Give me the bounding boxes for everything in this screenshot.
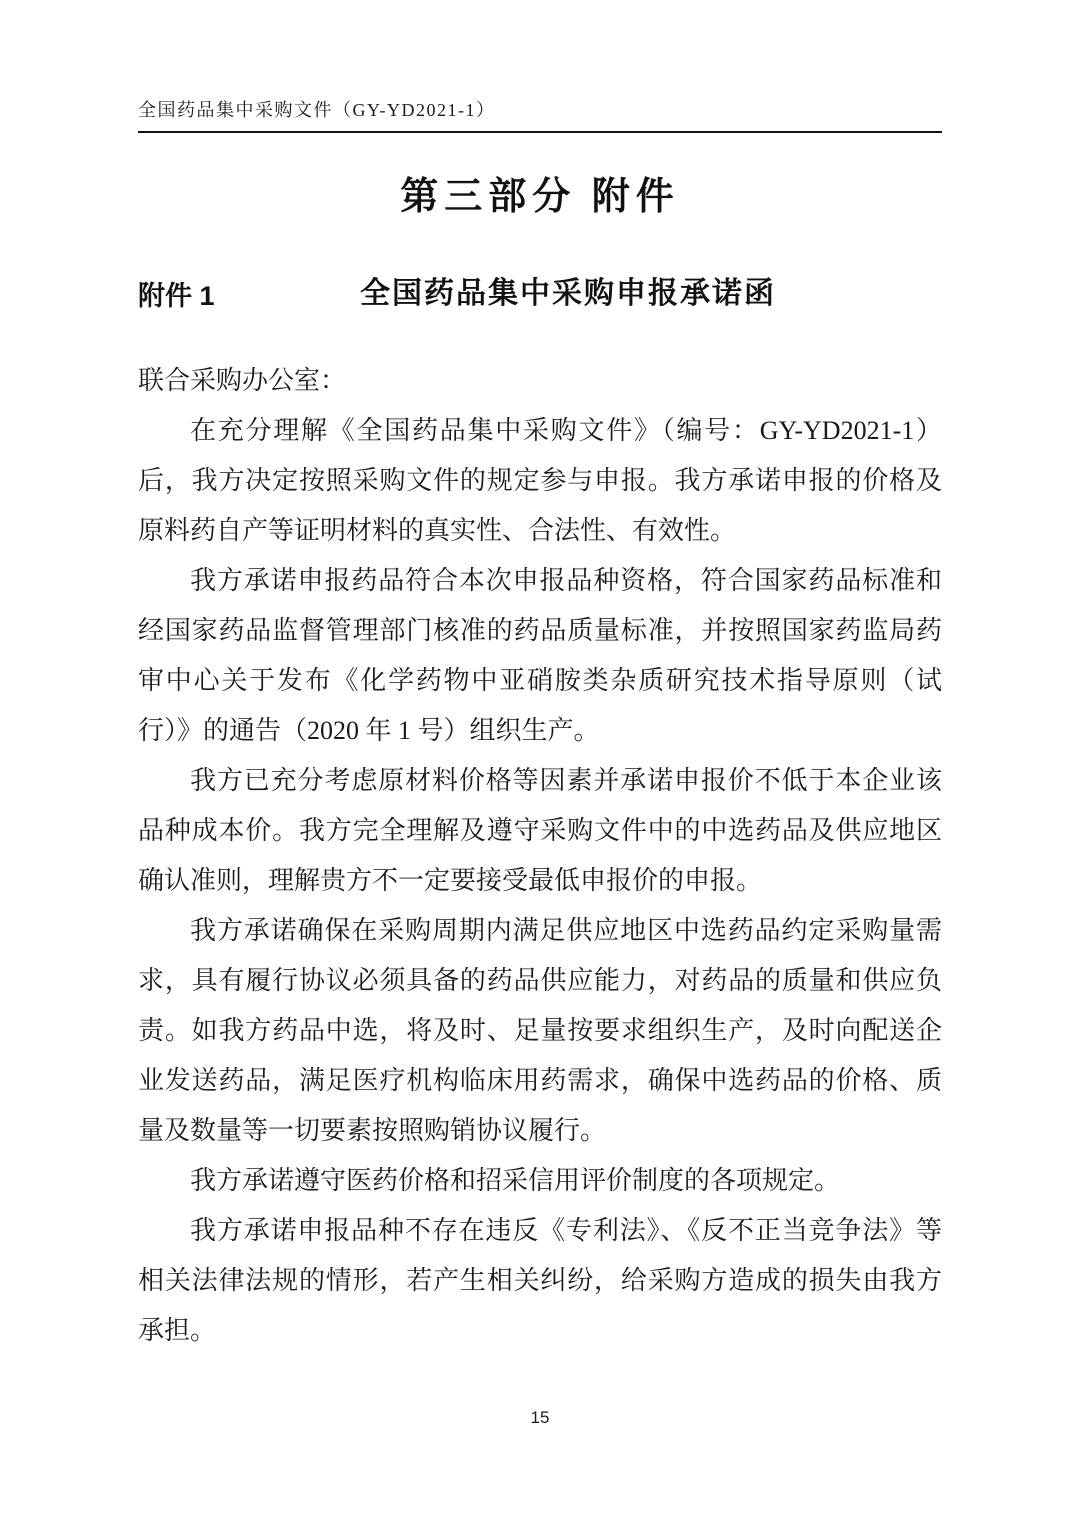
body-paragraph-salutation: 联合采购办公室： — [138, 366, 347, 395]
attachment-heading-row — [138, 268, 942, 310]
attachment-label: 附件 1 — [138, 281, 215, 311]
page-number: 15 — [530, 1408, 550, 1427]
body-paragraph: 我方已充分考虑原材料价格等因素并承诺申报价不低于本企业该品种成本价。我方完全理解及遵守采购文件中的中选药品及供应地区确认准则，理解贵方不一定要接受最低申报价的申报。 — [138, 766, 942, 895]
body-paragraph: 我方承诺申报品种不存在违反《专利法》、《反不正当竞争法》等相关法律法规的情形，若产生相关纠纷，给采购方造成的损失由我方承担。 — [138, 1216, 942, 1345]
document-header-text: 全国药品集中采购文件（GY-YD2021-1） — [138, 100, 496, 120]
attachment-heading: 全国药品集中采购申报承诺函 — [360, 277, 776, 310]
section-title: 第三部分 附件 — [400, 176, 680, 218]
body-paragraph: 我方承诺遵守医药价格和招采信用评价制度的各项规定。 — [190, 1166, 841, 1195]
body-paragraph: 在充分理解《全国药品集中采购文件》（编号：GY-YD2021-1）后，我方决定按照采购文件的规定参与申报。我方承诺申报的价格及原料药自产等证明材料的真实性、合法性、有效性。 — [138, 416, 942, 545]
document-header — [138, 0, 942, 133]
document-body — [138, 356, 942, 1356]
body-paragraph: 我方承诺确保在采购周期内满足供应地区中选药品约定采购量需求，具有履行协议必须具备的药品供应能力，对药品的质量和供应负责。如我方药品中选，将及时、足量按要求组织生产，及时向配送企业发送药品，满足医疗机构临床用药需求，确保中选药品的价格、质量及数量等一切要素按照购销协议履行。 — [138, 916, 942, 1145]
body-paragraph: 我方承诺申报药品符合本次申报品种资格，符合国家药品标准和经国家药品监督管理部门核准的药品质量标准，并按照国家药监局药审中心关于发布《化学药物中亚硝胺类杂质研究技术指导原则（试行）》的通告（2020 年 1 号）组织生产。 — [138, 566, 942, 745]
